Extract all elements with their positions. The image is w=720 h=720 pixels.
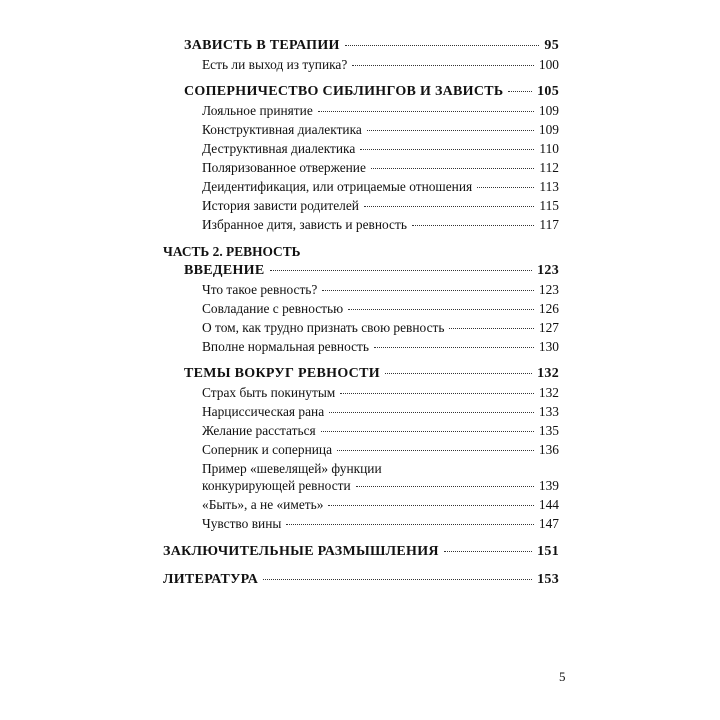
toc-section-title: ЗАКЛЮЧИТЕЛЬНЫЕ РАЗМЫШЛЕНИЯ: [163, 544, 439, 559]
toc-subsection-title-line2: конкурирующей ревности: [202, 478, 351, 493]
toc-top-section: [163, 572, 559, 588]
toc-subsection-title: Соперник и соперница: [202, 442, 333, 457]
toc-subsection: [163, 404, 559, 420]
toc-subsection: [163, 198, 559, 214]
dot-leader: [449, 328, 533, 329]
toc-page-number: 147: [538, 516, 559, 531]
toc-section: [163, 366, 559, 382]
dot-leader: [345, 45, 540, 46]
toc-subsection: [163, 497, 559, 513]
toc-page-number: 133: [538, 404, 559, 419]
toc-section: [163, 38, 559, 54]
toc-subsection-title: История зависти родителей: [202, 198, 359, 213]
toc-page-number: 95: [544, 38, 559, 53]
toc-page-number: 117: [539, 217, 559, 232]
toc-page-number: 132: [538, 385, 559, 400]
toc-page-number: 151: [537, 544, 559, 559]
toc-part-heading: [163, 244, 559, 260]
toc-part-title: ЧАСТЬ 2. РЕВНОСТЬ: [163, 244, 301, 259]
page-number: 5: [559, 669, 566, 684]
toc-section-title: ТЕМЫ ВОКРУГ РЕВНОСТИ: [184, 366, 380, 381]
dot-leader: [263, 579, 532, 580]
toc-subsection-title: Вполне нормальная ревность: [202, 339, 370, 354]
dot-leader: [371, 168, 534, 169]
toc-page-number: 105: [537, 84, 559, 99]
toc-top-section: [163, 544, 559, 560]
toc-page-number: 109: [538, 103, 559, 118]
toc-subsection: [163, 423, 559, 439]
toc-subsection: [163, 160, 559, 176]
dot-leader: [367, 130, 534, 131]
toc-page-number: 132: [537, 366, 559, 381]
toc-subsection: [163, 320, 559, 336]
dot-leader: [340, 393, 534, 394]
toc-subsection-title: Чувство вины: [202, 516, 282, 531]
toc-subsection-title: Избранное дитя, зависть и ревность: [202, 217, 407, 232]
dot-leader: [348, 309, 534, 310]
toc-subsection: [163, 442, 559, 458]
dot-leader: [286, 524, 534, 525]
toc-subsection-title: О том, как трудно признать свою ревность: [202, 320, 445, 335]
toc-subsection-title: Желание расстаться: [202, 423, 316, 438]
toc-subsection-title: Конструктивная диалектика: [202, 122, 362, 137]
toc-page-number: 123: [538, 282, 559, 297]
table-of-contents: [163, 38, 559, 588]
toc-page-number: 135: [538, 423, 559, 438]
toc-page-number: 112: [539, 160, 559, 175]
toc-page-number: 100: [538, 57, 559, 72]
toc-subsection: [163, 57, 559, 73]
dot-leader: [364, 206, 534, 207]
dot-leader: [321, 431, 534, 432]
toc-page-number: 136: [538, 442, 559, 457]
toc-subsection: [163, 516, 559, 532]
toc-page-number: 144: [538, 497, 559, 512]
dot-leader: [385, 373, 532, 374]
toc-subsection-title: Поляризованное отвержение: [202, 160, 366, 175]
toc-subsection: [163, 179, 559, 195]
toc-subsection-title: Совладание с ревностью: [202, 301, 344, 316]
toc-subsection-title: Страх быть покинутым: [202, 385, 336, 400]
toc-page-number: 139: [538, 478, 559, 493]
toc-page-number: 109: [538, 122, 559, 137]
toc-section-title: ВВЕДЕНИЕ: [184, 263, 265, 278]
toc-page-number: 126: [538, 301, 559, 316]
toc-subsection-title: Деструктивная диалектика: [202, 141, 356, 156]
toc-subsection: [163, 217, 559, 233]
dot-leader: [337, 450, 534, 451]
toc-subsection-title: Лояльное принятие: [202, 103, 313, 118]
toc-section-title: ЛИТЕРАТУРА: [163, 572, 259, 587]
dot-leader: [444, 551, 532, 552]
toc-subsection-title: Что такое ревность?: [202, 282, 318, 297]
toc-subsection: [163, 385, 559, 401]
toc-section-title: СОПЕРНИЧЕСТВО СИБЛИНГОВ И ЗАВИСТЬ: [184, 84, 504, 99]
toc-subsection-title-line1: Пример «шевелящей» функции: [202, 461, 382, 476]
toc-subsection: [163, 122, 559, 138]
dot-leader: [318, 111, 534, 112]
dot-leader: [508, 91, 532, 92]
toc-page-number: 123: [537, 263, 559, 278]
dot-leader: [374, 347, 534, 348]
dot-leader: [477, 187, 534, 188]
dot-leader: [356, 486, 534, 487]
dot-leader: [322, 290, 534, 291]
toc-subsection: [163, 141, 559, 157]
toc-subsection-multiline-first: [163, 461, 559, 477]
toc-page-number: 130: [538, 339, 559, 354]
toc-subsection-title: «Быть», а не «иметь»: [202, 497, 324, 512]
toc-subsection-multiline-second: [163, 478, 559, 494]
dot-leader: [352, 65, 534, 66]
toc-page-number: 110: [539, 141, 559, 156]
toc-page-number: 127: [538, 320, 559, 335]
dot-leader: [329, 412, 534, 413]
toc-section: [163, 263, 559, 279]
toc-subsection: [163, 103, 559, 119]
toc-subsection-title: Нарциссическая рана: [202, 404, 325, 419]
toc-page-number: 115: [539, 198, 559, 213]
toc-subsection: [163, 301, 559, 317]
toc-section-title: ЗАВИСТЬ В ТЕРАПИИ: [184, 38, 340, 53]
dot-leader: [328, 505, 533, 506]
toc-subsection: [163, 282, 559, 298]
toc-page-number: 153: [537, 572, 559, 587]
toc-subsection-title: Деидентификация, или отрицаемые отношения: [202, 179, 473, 194]
toc-subsection: [163, 339, 559, 355]
dot-leader: [412, 225, 534, 226]
dot-leader: [270, 270, 533, 271]
toc-page-number: 113: [539, 179, 559, 194]
dot-leader: [360, 149, 534, 150]
toc-section: [163, 84, 559, 100]
toc-subsection-title: Есть ли выход из тупика?: [202, 57, 348, 72]
